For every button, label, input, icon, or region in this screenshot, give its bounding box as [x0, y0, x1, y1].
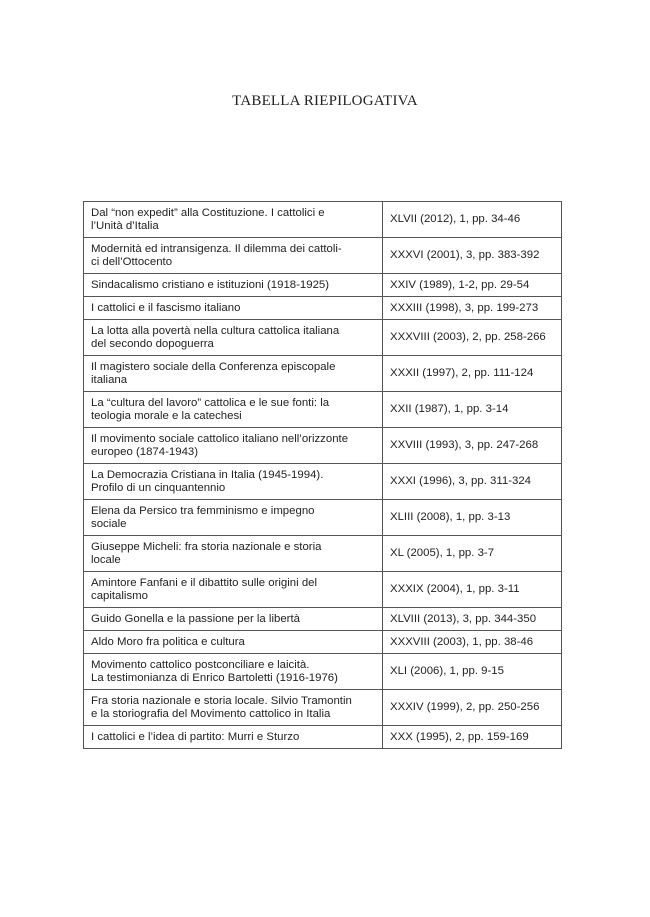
- article-title-cell: [84, 654, 383, 690]
- table-row: [84, 428, 562, 464]
- article-title-line: ci dell’Ottocento: [91, 255, 173, 268]
- article-title-line: Il magistero sociale della Conferenza episcopale: [91, 360, 336, 373]
- article-title-line: La “cultura del lavoro” cattolica e le sue fonti: la: [91, 396, 330, 409]
- article-reference-cell: XXX (1995), 2, pp. 159-169: [383, 726, 562, 749]
- page-title: TABELLA RIEPILOGATIVA: [232, 93, 418, 109]
- article-title-cell: [84, 274, 383, 297]
- article-title-line: italiana: [91, 373, 128, 386]
- article-reference-cell: XXXII (1997), 2, pp. 111-124: [383, 356, 562, 392]
- article-reference-cell: XLVIII (2013), 3, pp. 344-350: [383, 608, 562, 631]
- article-title-line: Giuseppe Micheli: fra storia nazionale e storia: [91, 540, 322, 553]
- article-reference-cell: XXXIX (2004), 1, pp. 3-11: [383, 572, 562, 608]
- article-reference-cell: XXXVIII (2003), 2, pp. 258-266: [383, 320, 562, 356]
- article-title-cell: [84, 320, 383, 356]
- table-row: [84, 690, 562, 726]
- article-title-line: La lotta alla povertà nella cultura cattolica italiana: [91, 324, 340, 337]
- table-row: [84, 297, 562, 320]
- article-title-line: capitalismo: [91, 589, 148, 602]
- article-title-line: Amintore Fanfani e il dibattito sulle origini del: [91, 576, 318, 589]
- article-reference-cell: XLVII (2012), 1, pp. 34-46: [383, 202, 562, 238]
- article-reference-cell: XXXIV (1999), 2, pp. 250-256: [383, 690, 562, 726]
- article-title-line: Modernità ed intransigenza. Il dilemma dei cattoli-: [91, 242, 342, 255]
- article-reference-cell: XL (2005), 1, pp. 3-7: [383, 536, 562, 572]
- article-reference-cell: XXXVIII (2003), 1, pp. 38-46: [383, 631, 562, 654]
- article-title-cell: [84, 631, 383, 654]
- article-title-line: Aldo Moro fra politica e cultura: [91, 635, 245, 648]
- article-reference-cell: XXXIII (1998), 3, pp. 199-273: [383, 297, 562, 320]
- article-title-line: I cattolici e l’idea di partito: Murri e Sturzo: [91, 730, 300, 743]
- article-title-line: Il movimento sociale cattolico italiano nell’orizzonte: [91, 432, 349, 445]
- article-title-cell: [84, 202, 383, 238]
- article-title-line: Guido Gonella e la passione per la libertà: [91, 612, 300, 625]
- table-row: [84, 392, 562, 428]
- article-title-cell: [84, 690, 383, 726]
- article-title-line: e la storiografia del Movimento cattolico in Italia: [91, 707, 331, 720]
- table-row: [84, 356, 562, 392]
- summary-table: [83, 201, 562, 749]
- table-row: [84, 202, 562, 238]
- article-title-line: Elena da Persico tra femminismo e impegno: [91, 504, 315, 517]
- article-title-line: teologia morale e la catechesi: [91, 409, 242, 422]
- article-title-line: del secondo dopoguerra: [91, 337, 214, 350]
- article-title-cell: [84, 297, 383, 320]
- article-title-cell: [84, 608, 383, 631]
- article-title-line: La Democrazia Cristiana in Italia (1945-1994).: [91, 468, 324, 481]
- article-reference-cell: XLI (2006), 1, pp. 9-15: [383, 654, 562, 690]
- article-title-cell: [84, 500, 383, 536]
- table-row: [84, 464, 562, 500]
- article-title-line: europeo (1874-1943): [91, 445, 199, 458]
- article-title-line: sociale: [91, 517, 127, 530]
- article-title-line: locale: [91, 553, 121, 566]
- article-title-line: Fra storia nazionale e storia locale. Silvio Tramontin: [91, 694, 352, 707]
- article-title-line: I cattolici e il fascismo italiano: [91, 301, 241, 314]
- article-title-line: l’Unità d’Italia: [91, 219, 159, 232]
- article-title-line: La testimonianza di Enrico Bartoletti (1916-1976): [91, 671, 338, 684]
- table-row: [84, 654, 562, 690]
- table-row: [84, 500, 562, 536]
- article-title-cell: [84, 536, 383, 572]
- article-reference-cell: XXVIII (1993), 3, pp. 247-268: [383, 428, 562, 464]
- article-reference-cell: XXXI (1996), 3, pp. 311-324: [383, 464, 562, 500]
- table-row: [84, 320, 562, 356]
- table-row: [84, 608, 562, 631]
- article-title-cell: [84, 428, 383, 464]
- article-title-line: Sindacalismo cristiano e istituzioni (1918-1925): [91, 278, 330, 291]
- article-title-line: Dal “non expedit” alla Costituzione. I cattolici e: [91, 206, 325, 219]
- table-row: [84, 274, 562, 297]
- table-row: [84, 572, 562, 608]
- table-row: [84, 726, 562, 749]
- article-title-cell: [84, 726, 383, 749]
- summary-table-body: [84, 202, 562, 749]
- article-title-cell: [84, 464, 383, 500]
- article-title-cell: [84, 572, 383, 608]
- article-reference-cell: XXII (1987), 1, pp. 3-14: [383, 392, 562, 428]
- article-title-line: Profilo di un cinquantennio: [91, 481, 226, 494]
- article-reference-cell: XLIII (2008), 1, pp. 3-13: [383, 500, 562, 536]
- table-row: [84, 536, 562, 572]
- article-reference-cell: XXIV (1989), 1-2, pp. 29-54: [383, 274, 562, 297]
- article-title-cell: [84, 356, 383, 392]
- table-row: [84, 631, 562, 654]
- article-title-cell: [84, 392, 383, 428]
- article-reference-cell: XXXVI (2001), 3, pp. 383-392: [383, 238, 562, 274]
- article-title-cell: [84, 238, 383, 274]
- table-row: [84, 238, 562, 274]
- article-title-line: Movimento cattolico postconciliare e laicità.: [91, 658, 310, 671]
